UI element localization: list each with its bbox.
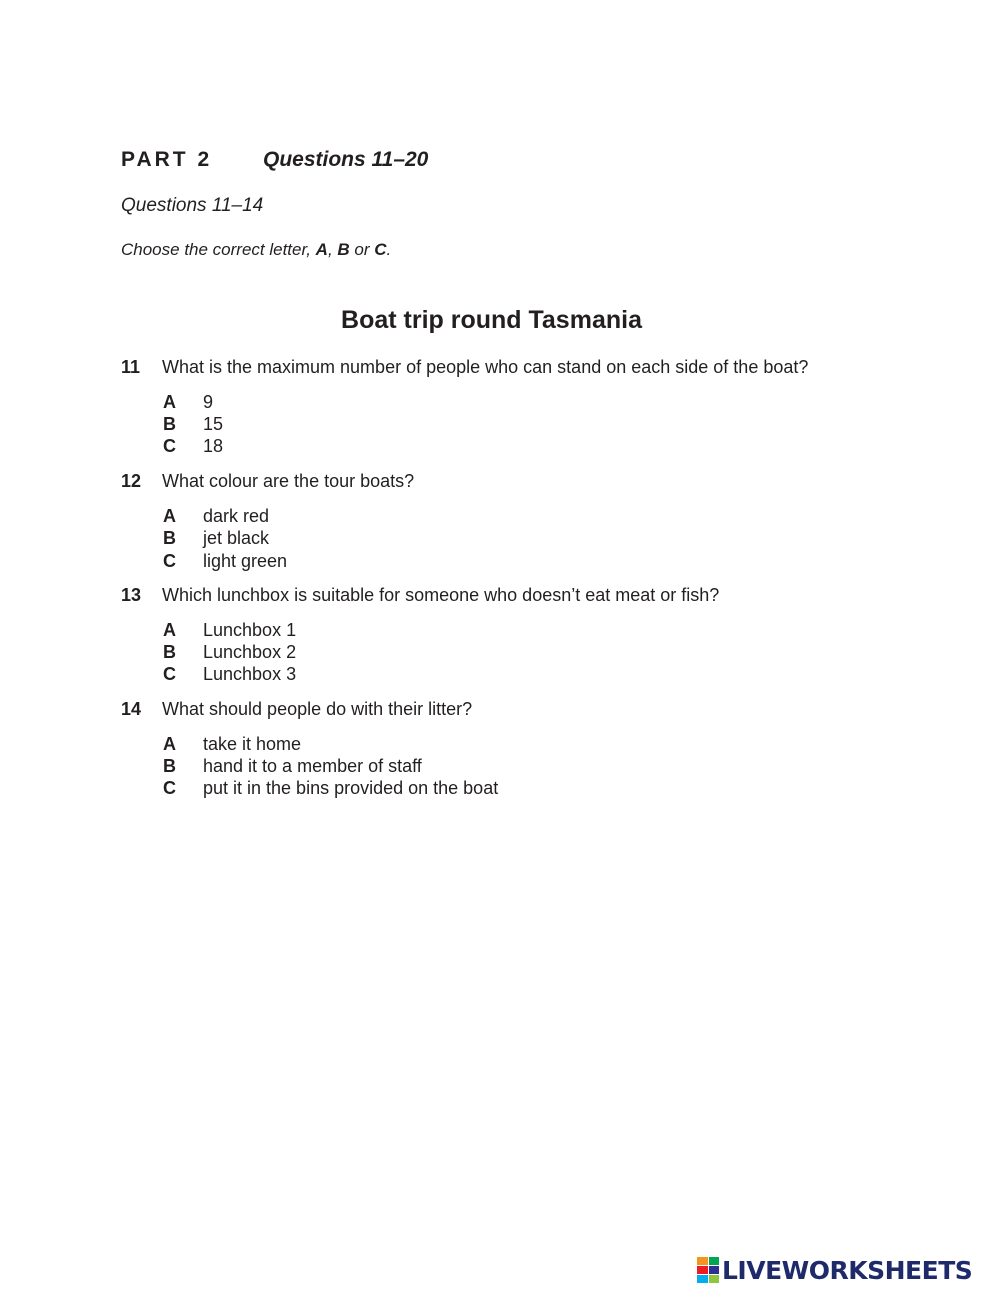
option-letter[interactable]: B [163,414,176,434]
instruction-sep: , [327,240,338,259]
option-text[interactable]: Lunchbox 3 [203,664,297,684]
option-letter[interactable]: A [163,392,176,412]
option-letter[interactable]: A [163,506,176,526]
option-text[interactable]: put it in the bins provided on the boat [203,778,499,798]
option-text[interactable]: 15 [203,414,224,434]
question-number: 13 [121,585,142,605]
option-letter[interactable]: C [163,436,176,456]
option-text[interactable]: light green [203,551,288,571]
option-letter[interactable]: A [163,620,176,640]
option-letter[interactable]: A [163,734,176,754]
instruction-letter-b: B [337,240,350,259]
logo-text: LIVEWORKSHEETS [722,1255,973,1285]
instruction-prefix: Choose the correct letter, [121,240,316,259]
option-text[interactable]: 18 [203,436,224,456]
option-text[interactable]: hand it to a member of staff [203,756,422,776]
part-question-range: Questions 11–20 [263,148,429,171]
option-text[interactable]: Lunchbox 2 [203,642,297,662]
logo-block [697,1266,708,1274]
question-number: 12 [121,471,142,491]
section-subheading: Questions 11–14 [121,195,264,216]
logo-blocks-icon [697,1257,719,1283]
question-number: 14 [121,699,142,719]
worksheet-title: Boat trip round Tasmania [341,306,642,334]
option-letter[interactable]: B [163,756,176,776]
instruction-letter-c: C [374,240,387,259]
question-text: What is the maximum number of people who can stand on each side of the boat? [162,357,809,377]
logo-block [709,1275,720,1283]
question-text: What colour are the tour boats? [162,471,415,491]
option-letter[interactable]: B [163,528,176,548]
liveworksheets-logo[interactable] [697,1255,972,1285]
option-text[interactable]: jet black [203,528,270,548]
option-letter[interactable]: C [163,551,176,571]
option-text[interactable]: take it home [203,734,302,754]
option-text[interactable]: Lunchbox 1 [203,620,297,640]
logo-block [709,1257,720,1265]
question-text: Which lunchbox is suitable for someone who doesn’t eat meat or fish? [162,585,720,605]
instruction-or: or [349,240,375,259]
option-letter[interactable]: C [163,664,176,684]
instruction [121,240,391,260]
option-text[interactable]: 9 [203,392,214,412]
question-number: 11 [121,357,141,377]
logo-block [709,1266,720,1274]
instruction-end: . [386,240,392,259]
option-letter[interactable]: C [163,778,176,798]
logo-block [697,1275,708,1283]
question-text: What should people do with their litter? [162,699,473,719]
logo-block [697,1257,708,1265]
instruction-letter-a: A [315,240,328,259]
option-letter[interactable]: B [163,642,176,662]
part-label: PART 2 [121,148,213,171]
option-text[interactable]: dark red [203,506,270,526]
